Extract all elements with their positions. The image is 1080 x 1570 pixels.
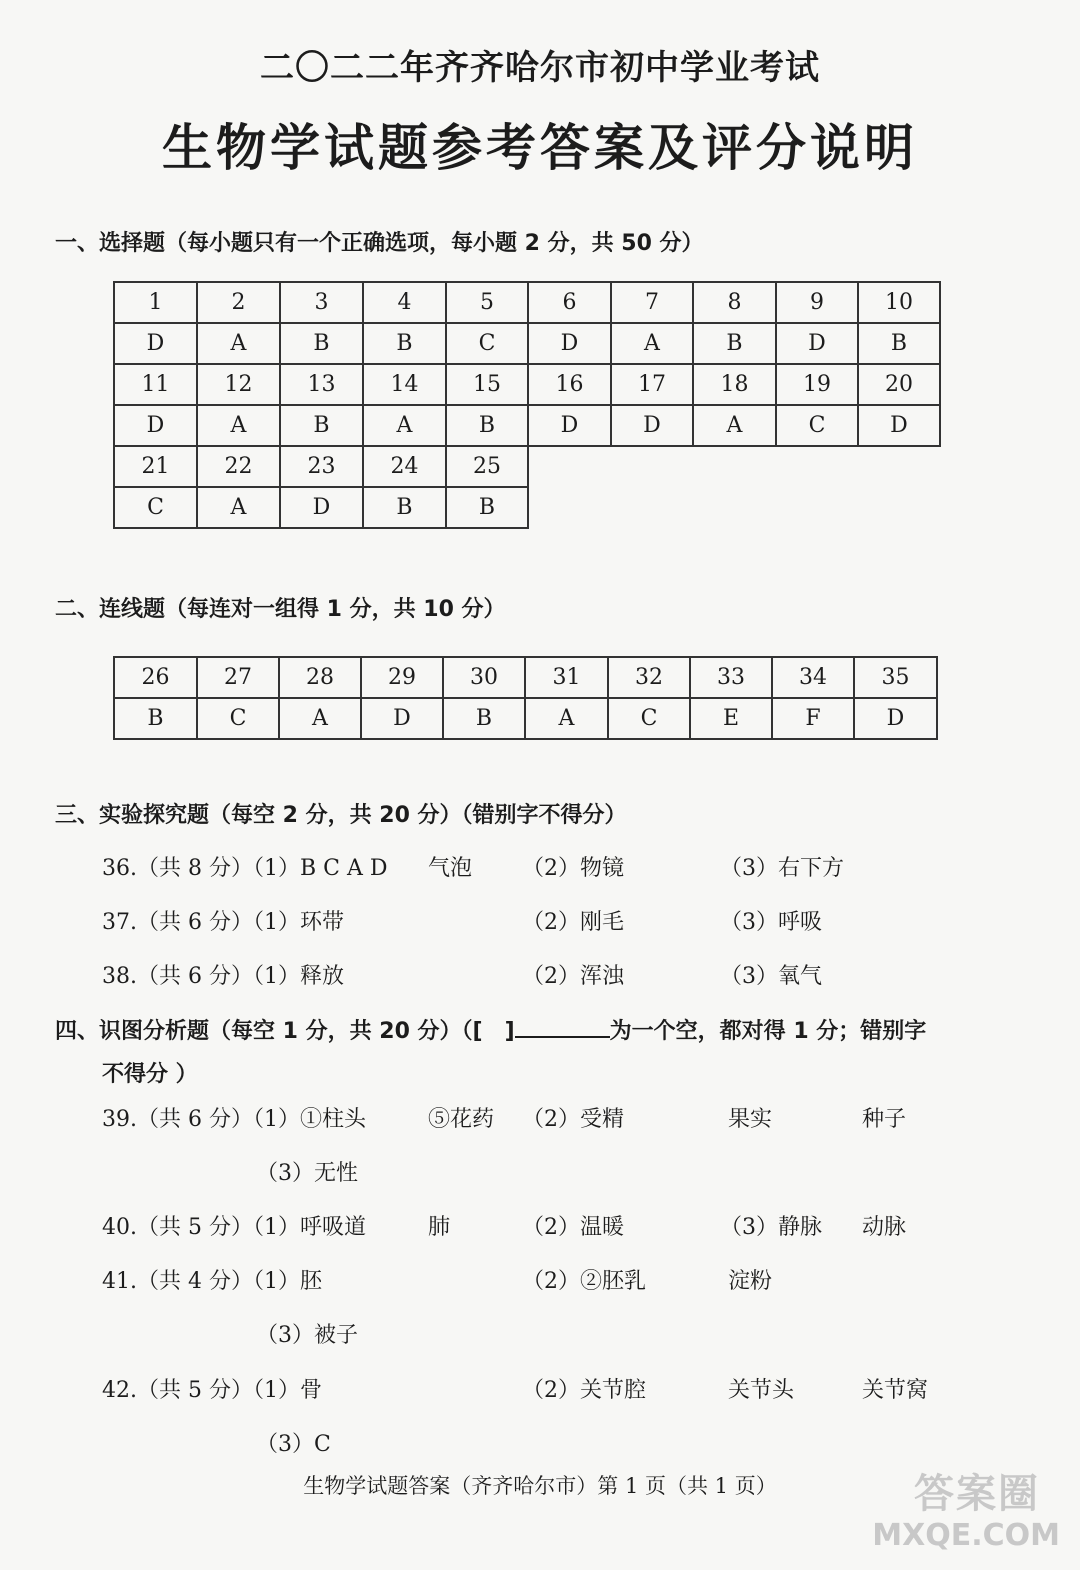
answer-cell: A [363,405,446,446]
question-number-cell: 14 [363,364,446,405]
answer-cell: C [446,323,528,364]
answer-cell: D [528,405,611,446]
q39-answer-c: 果实 [728,1107,773,1132]
answer-cell: D [776,323,858,364]
question-number-cell: 6 [528,282,611,323]
q40-answer-d: 动脉 [862,1215,907,1240]
question-number-cell: 27 [197,657,279,698]
question-number-cell: 21 [114,446,197,487]
q38-answer-b: （2）浑浊 [522,964,624,989]
question-number-cell: 5 [446,282,528,323]
q39-answer-b: （2）受精 [522,1107,624,1132]
question-number-cell: 33 [690,657,772,698]
table-row [114,487,940,528]
answer-cell: B [446,487,528,528]
question-number-cell: 32 [608,657,690,698]
page-footer: 生物学试题答案（齐齐哈尔市）第 1 页（共 1 页） [303,1474,777,1498]
q36-answer-b: （2）物镜 [522,856,624,881]
answer-cell: B [363,323,446,364]
answer-cell: C [776,405,858,446]
empty-cell [528,487,611,528]
question-number-cell: 2 [197,282,280,323]
question-number-cell: 7 [611,282,693,323]
answer-cell: F [772,698,854,739]
question-number-cell: 17 [611,364,693,405]
answer-cell: B [443,698,525,739]
empty-cell [693,446,776,487]
answer-cell: A [279,698,361,739]
q38-answer-c: （3）氧气 [720,964,822,989]
answer-cell: A [197,405,280,446]
empty-cell [776,487,858,528]
question-number-cell: 26 [114,657,197,698]
q40-answer-a: 肺 [428,1215,451,1240]
q42-answer-b: （2）关节腔 [522,1378,646,1403]
table-row [114,698,937,739]
q40-answer-b: （2）温暖 [522,1215,624,1240]
question-number-cell: 31 [525,657,608,698]
answer-line-40 [102,1210,1002,1240]
section4-heading-cont: 不得分 ） [102,1062,198,1087]
section2-heading: 二、连线题（每连对一组得 1 分，共 10 分） [55,597,506,622]
answer-cell: C [608,698,690,739]
section4-heading-part2: 为一个空，都对得 1 分；错别字 [609,1019,927,1044]
watermark-logo-text: 答案圈 [914,1471,1040,1517]
answer-line-38 [102,959,1002,989]
q36-answer-a: 气泡 [428,856,473,881]
empty-cell [693,487,776,528]
question-number-cell: 10 [858,282,940,323]
choice-answer-table [113,281,941,529]
question-number-cell: 22 [197,446,280,487]
question-number-cell: 25 [446,446,528,487]
empty-cell [611,487,693,528]
question-number-cell: 12 [197,364,280,405]
table-row [114,405,940,446]
question-number-cell: 15 [446,364,528,405]
question-number-cell: 16 [528,364,611,405]
question-number-cell: 23 [280,446,363,487]
question-number-cell: 35 [854,657,937,698]
q39-answer-d: 种子 [862,1107,907,1132]
answer-cell: D [361,698,443,739]
section3-heading: 三、实验探究题（每空 2 分，共 20 分）（错别字不得分） [55,803,627,828]
section1-heading: 一、选择题（每小题只有一个正确选项，每小题 2 分，共 50 分） [55,231,704,256]
answer-line-37 [102,905,1002,935]
empty-cell [611,446,693,487]
answer-cell: B [446,405,528,446]
answer-cell: D [114,323,197,364]
table-row [114,323,940,364]
blank-underline [515,1016,610,1038]
answer-cell: A [197,487,280,528]
answer-cell: D [280,487,363,528]
q42-answer-c: 关节头 [728,1378,795,1403]
q37-answer-c: （3）呼吸 [720,910,822,935]
q40-label: 40.（共 5 分）（1）呼吸道 [102,1215,366,1240]
question-number-cell: 13 [280,364,363,405]
answer-line-42-cont: （3）C [256,1432,331,1457]
q36-answer-c: （3）右下方 [720,856,844,881]
q41-label: 41.（共 4 分）（1）胚 [102,1269,322,1294]
table-row [114,657,937,698]
answer-cell: D [858,405,940,446]
question-number-cell: 29 [361,657,443,698]
q38-label: 38.（共 6 分）（1）释放 [102,964,344,989]
table-row [114,364,940,405]
question-number-cell: 24 [363,446,446,487]
empty-cell [858,446,940,487]
question-number-cell: 9 [776,282,858,323]
answer-cell: B [280,323,363,364]
answer-cell: A [525,698,608,739]
question-number-cell: 30 [443,657,525,698]
q41-answer-c: 淀粉 [728,1269,773,1294]
answer-cell: B [858,323,940,364]
table-row [114,446,940,487]
q36-label: 36.（共 8 分）（1）B C A D [102,856,388,881]
answer-cell: B [363,487,446,528]
question-number-cell: 11 [114,364,197,405]
site-watermark [870,1460,1060,1560]
question-number-cell: 34 [772,657,854,698]
answer-cell: C [197,698,279,739]
question-number-cell: 20 [858,364,940,405]
question-number-cell: 1 [114,282,197,323]
section4-heading [55,1014,926,1045]
q37-label: 37.（共 6 分）（1）环带 [102,910,344,935]
question-number-cell: 4 [363,282,446,323]
q39-answer-a: ⑤花药 [428,1107,495,1132]
matching-answer-table [113,656,938,740]
answer-line-36 [102,851,1002,881]
q42-answer-d: 关节窝 [862,1378,929,1403]
answer-cell: B [280,405,363,446]
answer-cell: B [114,698,197,739]
q42-label: 42.（共 5 分）（1）骨 [102,1378,322,1403]
q40-answer-c: （3）静脉 [720,1215,822,1240]
answer-cell: D [854,698,937,739]
answer-cell: D [611,405,693,446]
answer-cell: C [114,487,197,528]
q39-label: 39.（共 6 分）（1）①柱头 [102,1107,366,1132]
question-number-cell: 28 [279,657,361,698]
question-number-cell: 18 [693,364,776,405]
q37-answer-b: （2）刚毛 [522,910,624,935]
answer-cell: B [693,323,776,364]
answer-cell: D [528,323,611,364]
empty-cell [776,446,858,487]
answer-cell: A [693,405,776,446]
answer-line-41 [102,1264,1002,1294]
answer-line-39 [102,1102,1002,1132]
question-number-cell: 19 [776,364,858,405]
section4-heading-part1: 四、识图分析题（每空 1 分，共 20 分）（[ ] [55,1019,515,1044]
answer-cell: A [611,323,693,364]
q41-answer-b: （2）②胚乳 [522,1269,646,1294]
exam-title: 二〇二二年齐齐哈尔市初中学业考试 [260,48,820,88]
answer-line-42 [102,1373,1002,1403]
table-row [114,282,940,323]
watermark-url: MXQE.COM [872,1518,1060,1553]
question-number-cell: 3 [280,282,363,323]
answer-cell: E [690,698,772,739]
answer-cell: A [197,323,280,364]
empty-cell [858,487,940,528]
answer-line-41-cont: （3）被子 [256,1323,358,1348]
question-number-cell: 8 [693,282,776,323]
page-title: 生物学试题参考答案及评分说明 [162,119,918,177]
empty-cell [528,446,611,487]
answer-cell: D [114,405,197,446]
answer-line-39-cont: （3）无性 [256,1161,358,1186]
